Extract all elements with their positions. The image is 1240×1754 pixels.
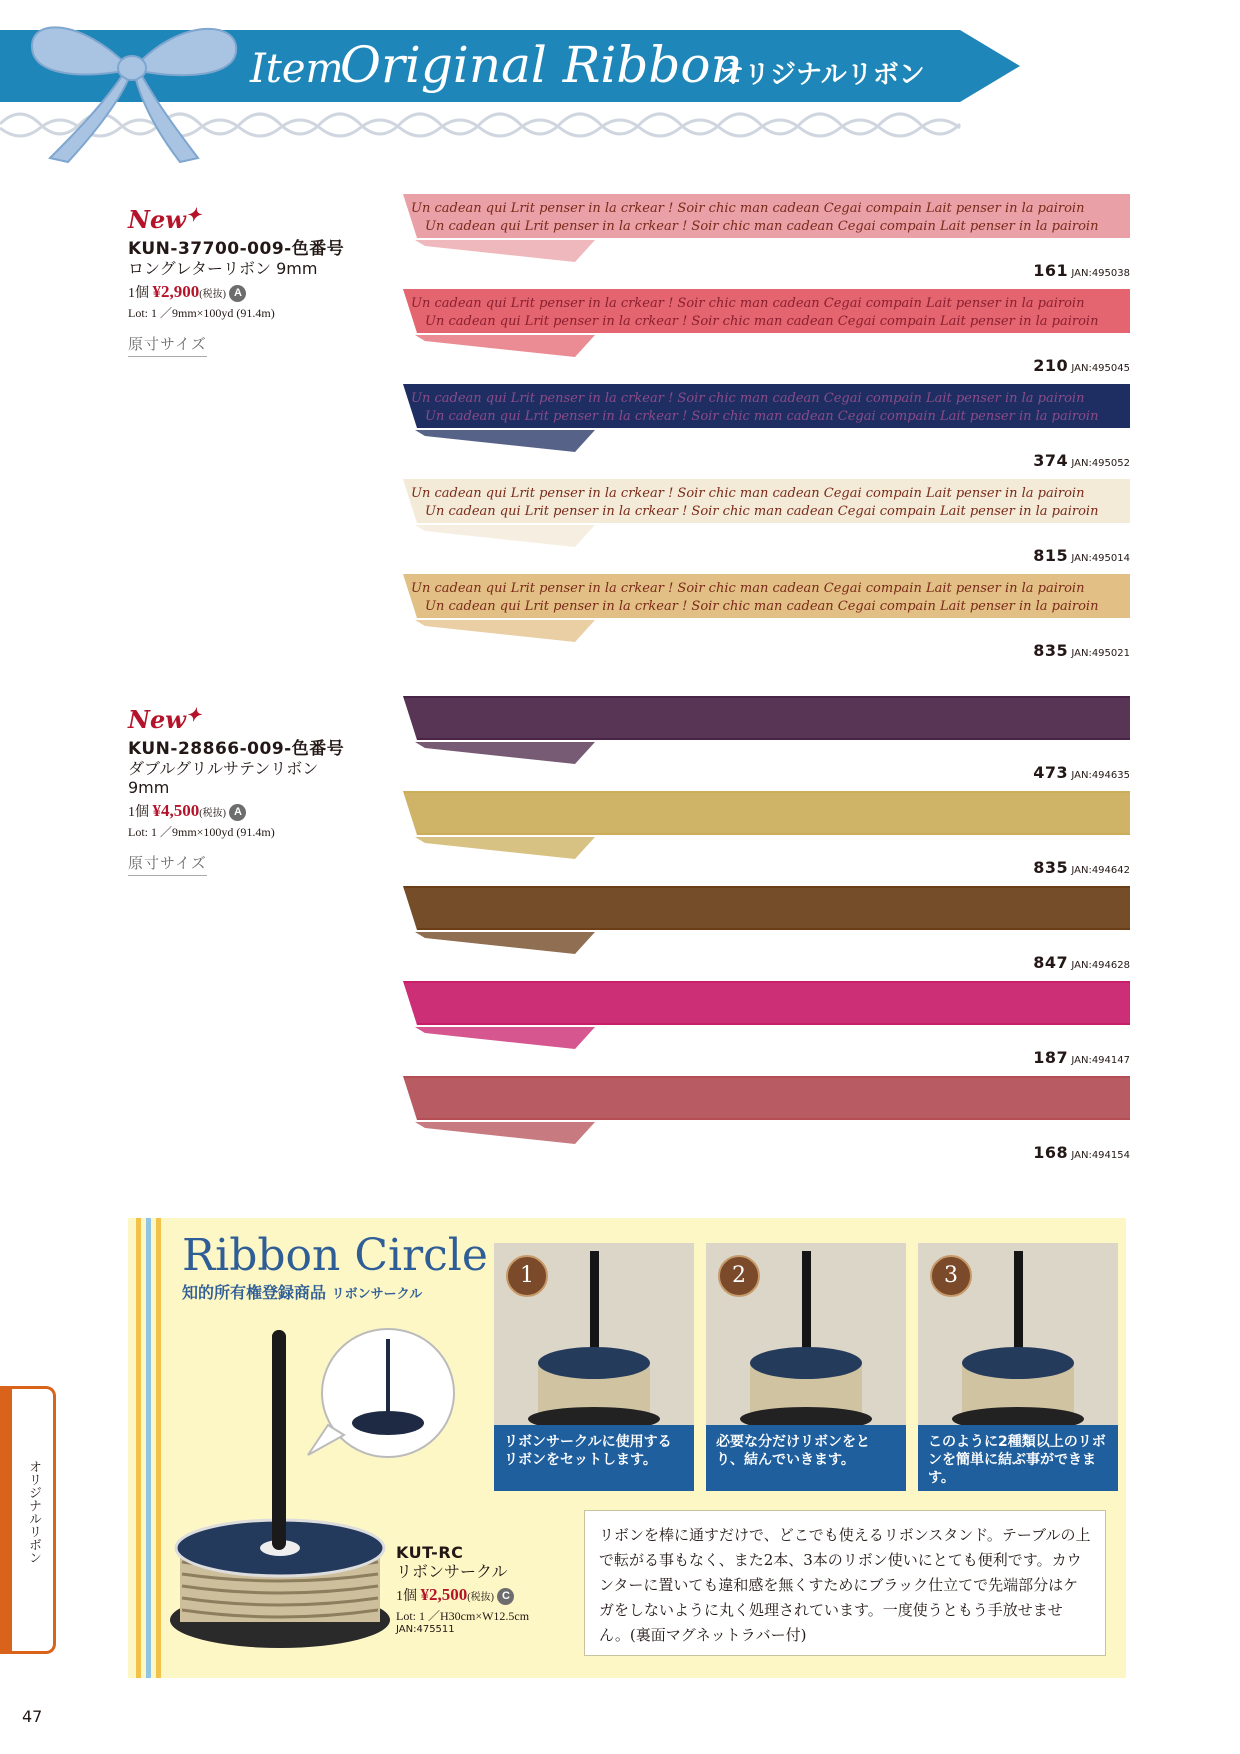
ribbon-image — [395, 977, 1130, 1053]
tax-label: (税抜) — [467, 1592, 494, 1603]
tax-label: (税抜) — [199, 289, 226, 300]
jan-code: JAN:494147 — [1068, 1055, 1130, 1066]
rank-badge: A — [229, 285, 246, 302]
product-block — [128, 705, 398, 876]
ribbon-swatch — [395, 475, 1130, 565]
jan-code: JAN:495038 — [1068, 268, 1130, 279]
bow-icon — [10, 8, 250, 168]
lot-info: Lot: 1 ／9mm×100yd (91.4m) — [128, 825, 275, 840]
ribbon-swatch — [395, 1072, 1130, 1162]
ribbon-label — [1033, 261, 1130, 280]
header-title-item: Item — [250, 46, 344, 92]
step-caption: リボンサークルに使用するリボンをセットします。 — [494, 1425, 694, 1491]
ribbon-swatch — [395, 977, 1130, 1067]
new-label: New✦ — [128, 705, 201, 734]
ribbon-circle-product-info — [396, 1543, 586, 1635]
step-number-badge: 1 — [506, 1255, 548, 1297]
ribbon-label — [1033, 1143, 1130, 1162]
header-title: Original Ribbon — [340, 36, 743, 94]
jan-code: JAN:495052 — [1068, 458, 1130, 469]
ribbon-swatch — [395, 882, 1130, 972]
ribbon-label — [1033, 356, 1130, 375]
ribbon-circle-title: Ribbon Circle — [182, 1230, 488, 1281]
step-caption: 必要な分だけリボンをとり、結んでいきます。 — [706, 1425, 906, 1491]
color-number: 210 — [1033, 356, 1069, 375]
side-tab-accent — [0, 1386, 12, 1654]
price-row — [396, 1585, 586, 1605]
new-label: New✦ — [128, 205, 201, 234]
ribbon-image — [395, 787, 1130, 863]
rank-badge: C — [497, 1588, 514, 1605]
ribbon-label — [1033, 641, 1130, 660]
sparkle-icon: ✦ — [185, 705, 201, 726]
price-row — [128, 282, 398, 302]
color-number: 835 — [1033, 641, 1069, 660]
ribbon-label — [1033, 858, 1130, 877]
actual-size-label: 原寸サイズ — [128, 333, 207, 357]
jan-code: JAN:494635 — [1068, 770, 1130, 781]
ribbon-image — [395, 380, 1130, 456]
ribbon-label — [1033, 763, 1130, 782]
jan-code: JAN:494154 — [1068, 1150, 1130, 1161]
ribbon-script-text: Un cadean qui Lrit penser in la crkear ! Soir chic man cadean Cegai compain Lait penser in la pairoin — [425, 314, 1099, 329]
product-code: KUN-28866-009-色番号 — [128, 739, 345, 759]
side-tab-label: オリジナルリボン — [26, 1460, 41, 1564]
price: ¥2,900 — [152, 282, 200, 301]
product-name: ダブルグリルサテンリボン 9mm — [128, 759, 319, 797]
ribbon-swatch — [395, 190, 1130, 280]
price-unit: 1個 — [396, 1589, 417, 1604]
product-name: ロングレターリボン 9mm — [128, 259, 318, 278]
price-unit: 1個 — [128, 286, 149, 301]
color-number: 187 — [1033, 1048, 1069, 1067]
step-number-badge: 3 — [930, 1255, 972, 1297]
stand-callout — [300, 1325, 460, 1465]
color-number: 161 — [1033, 261, 1069, 280]
color-number: 168 — [1033, 1143, 1069, 1162]
price: ¥4,500 — [152, 801, 200, 820]
product-name: リボンサークル — [396, 1562, 508, 1581]
ribbon-circle-description: リボンを棒に通すだけで、どこでも使えるリボンスタンド。テーブルの上で転がる事もなく、また2本、3本のリボン使いにとても便利です。カウンターに置いても違和感を無くすためにブラック仕立てで先端部分はケガをしないように丸く処理されています。一度使うともう手放せません。(裏面マグネットラバー付) — [584, 1510, 1106, 1656]
color-number: 374 — [1033, 451, 1069, 470]
price-row — [128, 801, 398, 821]
ribbon-image — [395, 475, 1130, 551]
ribbon-script-text: Un cadean qui Lrit penser in la crkear ! Soir chic man cadean Cegai compain Lait penser in la pairoin — [425, 504, 1099, 519]
ribbon-swatch — [395, 787, 1130, 877]
jan-code: JAN:495021 — [1068, 648, 1130, 659]
product-code: KUT-RC — [396, 1543, 464, 1562]
ribbon-swatch — [395, 692, 1130, 782]
rank-badge: A — [229, 804, 246, 821]
price: ¥2,500 — [420, 1585, 468, 1604]
ribbon-script-text: Un cadean qui Lrit penser in la crkear ! Soir chic man cadean Cegai compain Lait penser in la pairoin — [425, 409, 1099, 424]
step-number-badge: 2 — [718, 1255, 760, 1297]
ribbon-image — [395, 1072, 1130, 1148]
step-caption: このように2種類以上のリボンを簡単に結ぶ事ができます。 — [918, 1425, 1118, 1491]
ribbon-label — [1033, 953, 1130, 972]
lot-info: Lot: 1 ／9mm×100yd (91.4m) — [128, 306, 275, 321]
ribbon-script-text: Un cadean qui Lrit penser in la crkear ! Soir chic man cadean Cegai compain Lait penser in la pairoin — [411, 486, 1085, 501]
step-photo — [706, 1243, 906, 1491]
ribbon-script-text: Un cadean qui Lrit penser in la crkear ! Soir chic man cadean Cegai compain Lait penser in la pairoin — [425, 599, 1099, 614]
ribbon-script-text: Un cadean qui Lrit penser in la crkear ! Soir chic man cadean Cegai compain Lait penser in la pairoin — [411, 201, 1085, 216]
tax-label: (税抜) — [199, 808, 226, 819]
ribbon-image — [395, 692, 1130, 768]
jan-code: JAN:494628 — [1068, 960, 1130, 971]
ribbon-swatch — [395, 570, 1130, 660]
header-title-jp: オリジナルリボン — [718, 60, 925, 90]
color-number: 835 — [1033, 858, 1069, 877]
ribbon-swatch — [395, 285, 1130, 375]
step-photo — [918, 1243, 1118, 1491]
color-number: 815 — [1033, 546, 1069, 565]
lot-info: Lot: 1 ／H30cm×W12.5cm — [396, 1609, 530, 1624]
ribbon-label — [1033, 546, 1130, 565]
product-code: KUN-37700-009-色番号 — [128, 239, 345, 259]
ribbon-script-text: Un cadean qui Lrit penser in la crkear ! Soir chic man cadean Cegai compain Lait penser in la pairoin — [411, 581, 1085, 596]
step-photo — [494, 1243, 694, 1491]
color-number: 847 — [1033, 953, 1069, 972]
color-number: 473 — [1033, 763, 1069, 782]
jan-code: JAN:495045 — [1068, 363, 1130, 374]
ribbon-swatch — [395, 380, 1130, 470]
price-unit: 1個 — [128, 805, 149, 820]
ribbon-image — [395, 190, 1130, 266]
ribbon-circle-subtitle: 知的所有権登録商品 リボンサークル — [182, 1283, 423, 1302]
ribbon-image — [395, 285, 1130, 361]
ribbon-label — [1033, 1048, 1130, 1067]
ribbon-image — [395, 882, 1130, 958]
jan-code: JAN:495014 — [1068, 553, 1130, 564]
ribbon-script-text: Un cadean qui Lrit penser in la crkear ! Soir chic man cadean Cegai compain Lait penser in la pairoin — [411, 296, 1085, 311]
page-header — [0, 30, 1040, 130]
jan-code: JAN:475511 — [396, 1624, 455, 1636]
ribbon-image — [395, 570, 1130, 646]
ribbon-script-text: Un cadean qui Lrit penser in la crkear ! Soir chic man cadean Cegai compain Lait penser in la pairoin — [425, 219, 1099, 234]
product-block — [128, 205, 398, 357]
ribbon-label — [1033, 451, 1130, 470]
ribbon-script-text: Un cadean qui Lrit penser in la crkear ! Soir chic man cadean Cegai compain Lait penser in la pairoin — [411, 391, 1085, 406]
page-number: 47 — [22, 1707, 43, 1726]
actual-size-label: 原寸サイズ — [128, 852, 207, 876]
jan-code: JAN:494642 — [1068, 865, 1130, 876]
sparkle-icon: ✦ — [185, 205, 201, 226]
